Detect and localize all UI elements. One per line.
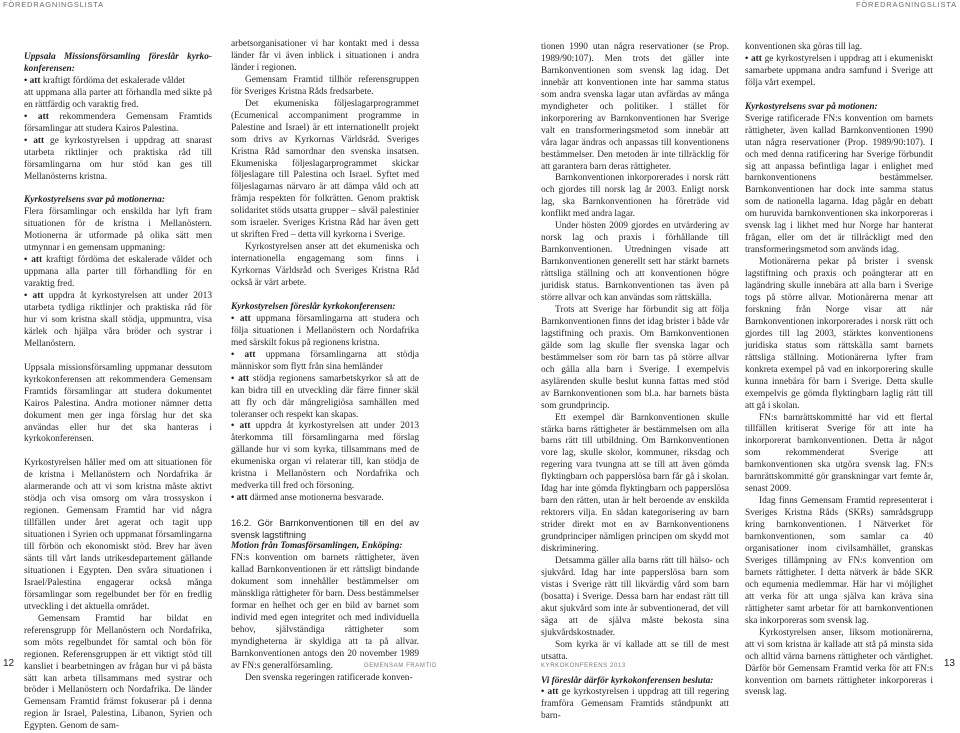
bullet-item: • att uppdra åt kyrkostyrelsen att under 2013 utarbeta tydliga riktlinjer och praktiska råd för hur vi som kristna skall stödja, uppmuntra, visa kärlek och hjälpa våra bröder och systrar i Mellanöstern. bbox=[24, 291, 212, 349]
bullet-item: • att stödja regionens samarbetskyrkor så att de kan bidra till en utveckling där färre finner skäl att fly och där mångreligiösa samhällen med toleranser och respekt kan skapas. bbox=[231, 373, 419, 420]
paragraph: konventionen ska göras till lag. bbox=[745, 42, 863, 52]
page-number-left: 12 bbox=[3, 658, 15, 669]
paragraph: FN:s barnrättskommitté har vid ett flertal tillfällen kritiserat Sverige för att inte ha inkorporerat barnkonventionen. Detta är något som rekommenderat Sverige att barnkonventionen ska utgöra svensk lag. FN:s barnrättskommitté gör granskningar vart femte år, senast 2009. bbox=[745, 412, 933, 495]
section-heading: 16.2. Gör Barnkonventionen till en del av svensk lagstiftning bbox=[231, 518, 419, 541]
column-4 bbox=[745, 42, 933, 699]
bullet-item: • att ge kyrkostyrelsen i uppdrag att till regering framföra Gemensam Framtids ståndpunkt att barn- bbox=[541, 687, 730, 722]
paragraph: arbetsorganisationer vi har kontakt med i dessa länder får vi även inblick i situationen i andra länder i regionen. bbox=[231, 39, 419, 73]
column-1 bbox=[24, 52, 212, 733]
paragraph: Detsamma gäller alla barns rätt till hälso- och sjukvård. Idag har inte papperslösa barn som vistas i Sverige rätt till likvärdig vård som barn (bosatta) i Sverige. Dessa barn har endast rätt till akut sjukvård som inte är subventionerad, det vill säga att de själva måste bekosta sina sjukvårdskostnader. bbox=[541, 555, 729, 638]
paragraph: Trots att Sverige har förbundit sig att följa Barnkonventionen finns det idag brister i både vår lagstiftning och praxis. Om Barnkonventionen gälde som lag skulle fler svenska lagar och bestämmelser som rör barn tas på större allvar och gälla alla barn i Sverige. I exempelvis asylärenden skulle beslut kunna fattas med stöd av Barnkonventionen som bl.a. har barnets bästa som grundprincip. bbox=[541, 304, 729, 411]
paragraph: Gemensam Framtid har bildat en referensgrupp för Mellanöstern och Nordafrika, som möts regelbundet för samtal och bön för regionen. Referensgruppen är ett viktigt stöd till kansliet i bearbetningen av frågan hur vi på bästa sätt kan arbeta tillsammans med systrar och bröder i Mellanöstern och Nordafrika. De länder Gemensam Framtid främst fokuserar på i denna region är Israel, Palestina, Libanon, Syrien och Egypten. Genom de sam- bbox=[24, 613, 212, 732]
paragraph: Idag finns Gemensam Framtid representerat i Sveriges Kristna Råds (SKRs) samrådsgrupp kring barnkonventionen. I Nätverket för barnkonventionen, som samlar ca 40 organisationer inom civilsamhället, granskas Sveriges tillämpning av FN:s konvention om barnets rättigheter. I detta nätverk är både SKR och equmenia medlemmar. Här har vi möjlighet att verka för att unga själva kan kräva sina rättigheter samt arbetar för att barnkonventionen ska inkorporeras som svensk lag. bbox=[745, 496, 933, 626]
motion-heading: Motion från Tomasförsamlingen, Enköping: bbox=[231, 541, 403, 552]
bullet-item: • att ge kyrkostyrelsen i uppdrag att i ekumeniskt samarbete uppmana andra samfund i Sverige att följa vårt exempel. bbox=[745, 53, 933, 88]
bullet-item: • att rekommendera Gemensam Framtids församlingar att studera Kairos Palestina. bbox=[24, 111, 213, 134]
paragraph: Kyrkostyrelsen anser att det ekumeniska och internationella engagemang som finns i Kyrkornas Världsråd och Sveriges Kristna Råd också är värt arbete. bbox=[231, 242, 419, 289]
paragraph: tionen 1990 utan några reservationer (se Prop. 1989/90:107). Men trots det gäller inte Barnkonventionen som svensk lag idag. Det innebär att konventionen inte har samma status som andra svenska lagar utan avfärdas av många myndigheter och politiker. I stället för inkorporering av Barnkonventionen har Sverige valt en transformeringsmetod som innebär att våra lagar ändras och anpassas till konventionens bestämmelser. Den metoden är inte tillräcklig för att garantera barn deras rättigheter. bbox=[541, 42, 729, 172]
paragraph: Ett exempel där Barnkonventionen skulle stärka barns rättigheter är bestämmelsen om alla barns rätt till utbildning. Om Barnkonventionen vore lag, skulle skolor, kommuner, riksdag och regering vara tvungna att se till att även gömda flyktingbarn och papperslösa barn får gå i skolan. Idag har inte gömda flyktingbarn och papperslösa barn den rätten, utan är helt beroende av enskilda rektorers vilja. En sådan kategorisering av barn strider direkt mot en av Barnkonventionens grundprinciper nämligen principen om skydd mot diskriminering. bbox=[541, 412, 729, 555]
page-number-right: 13 bbox=[943, 658, 955, 669]
paragraph: Den svenska regeringen ratificerade konven- bbox=[245, 672, 413, 683]
response-heading: Kyrkostyrelsens svar på motionerna: bbox=[24, 195, 165, 206]
paragraph: Under hösten 2009 gjordes en utvärdering av norsk lag och praxis i förhållande till Barnkonventionen. Utredningen visade att Barnkonventionen generellt sett har stärkt barnets rättsliga ställning och att konventionen högre juridisk status. Barnkonventionen tas även på större allvar och kan användas som rättskälla. bbox=[541, 221, 729, 304]
bullet-item: • att uppmana församlingarna att studera och följa situationen i Mellanöstern och Nordafrika med särskilt fokus på regionens kristna. bbox=[231, 313, 419, 348]
paragraph: Gemensam Framtid tillhör referensgruppen för Sveriges Kristna Råds fredsarbete. bbox=[231, 74, 419, 97]
paragraph: Motionärerna pekar på brister i svensk lagstiftning och praxis och poängterar att en lagändring skulle innebära att alla barn i Sverige togs på större allvar. Motionärerna menar att forskning från Norge visar att när Barnkonventionen inkorporerades i norsk rätt och gjordes till lag 2003, stärktes konventionens juridiska status som rättskälla samt barnets rättsliga ställning. Motionärerna lyfter fram konkreta exempel på vad en inkorporering skulle kunna innebära för barn i Sverige. Detta skulle exempelvis ge gömda flyktingbarn laglig rätt till att gå i skolan. bbox=[745, 257, 933, 411]
bullet-item: • att uppdra åt kyrkostyrelsen att under 2013 återkomma till församlingarna med förslag gällande hur vi som kyrka, tillsammans med de ekumeniska organ vi relaterar till, kan stödja de kristna i Mellanöstern och Nordafrika och medverka till fred och försoning. bbox=[231, 421, 419, 492]
proposal-heading: Vi föreslår därför kyrkokonferensen besluta: bbox=[541, 675, 714, 686]
paragraph: Barnkonventionen inkorporerades i norsk rätt och gjordes till norsk lag år 2003. Enligt norsk lag, ska Barnkonventionen ha företräde vid konflikt med andra lagar. bbox=[541, 173, 729, 220]
paragraph: Som kyrka är vi kallade att se till de mest utsatta. bbox=[541, 639, 729, 662]
response-heading: Kyrkostyrelsens svar på motionen: bbox=[745, 101, 878, 112]
proposal-heading: Uppsala Missionsförsamling föreslår kyrkokonferensen: bbox=[24, 52, 212, 74]
column-2 bbox=[231, 39, 419, 685]
bullet-item: • att ge kyrkostyrelsen i uppdrag att snarast utarbeta riktlinjer och praktiska råd till församlingarna om hur stöd kan ges till Mellanösterns kristna. bbox=[24, 135, 213, 182]
bullet-item: • att därmed anse motionerna besvarade. bbox=[231, 493, 384, 504]
column-3 bbox=[541, 42, 729, 723]
bullet-item: • att kraftigt fördöma det eskalerade våldet bbox=[24, 75, 186, 86]
footer-right-title: KYRKOKONFERENS 2013 bbox=[541, 663, 626, 669]
paragraph: Kyrkostyrelsen anser, liksom motionärerna, att vi som kristna är kallade att stå på minsta sida och alltid värna barnens rättigheter och värdighet. Därför bör Gemensam Framtid verka för att FN:s konvention om barnets rättigheter inkorporeras i svensk lag. bbox=[745, 627, 933, 698]
running-header-left: FÖREDRAGNINGSLISTA bbox=[3, 0, 104, 9]
paragraph: FN:s konvention om barnets rättigheter, även kallad Barnkonventionen är ett rättsligt bindande dokument som innehåller bestämmelser om mänskliga rättigheter för barn. Dess bestämmelser formar en helhet och ger en bild av barnet som individ med egen integritet och med individuella behov, självständiga rättigheter som myndigheterna är skyldiga att ta på allvar. Barnkonventionen antogs den 20 november 1989 av FN:s generalförsamling. bbox=[231, 553, 419, 671]
paragraph: Det ekumeniska följeslagarprogrammet (Ecumenical accompaniment programme in Palestine and Israel) är ett internationellt projekt som drivs av Kyrkornas Världsråd. Sveriges Kristna Råd samordnar den svenska insatsen. Ekumeniska följeslagarprogrammet skickar följeslagare till Palestina och Israel. Syftet med följeslagarnas närvaro är att dämpa våld och att främja respekten för folkrätten. Genom praktisk solidaritet stöds utsatta grupper – såväl palestinier som israeler. Sveriges Kristna Råd har även gett ut skriften Fred – detta vill kyrkorna i Sverige. bbox=[231, 98, 419, 241]
footer-left-title: GEMENSAM FRAMTID bbox=[364, 663, 437, 669]
paragraph: Uppsala missionsförsamling uppmanar dessutom kyrkokonferensen att rekommendera Gemensam Framtids församlingar att studera dokumentet Kairos Palestina. Andra motioner nämner detta dokument men ger inga förslag hur det ska användas eller hur det ska hanteras i kyrkokonferensen. bbox=[24, 362, 212, 445]
bullet-continuation: att uppmana alla parter att förhandla med sikte på en rättfärdig och varaktig fred. bbox=[24, 87, 212, 110]
running-header-right: FÖREDRAGNINGSLISTA bbox=[856, 0, 957, 9]
paragraph: Kyrkostyrelsen håller med om att situationen för de kristna i Mellanöstern och Nordafrika är alarmerande och att vi som kristna måste aktivt stödja och visa omsorg om våra trossyskon i regionen. Gemensam Framtid har vid några tillfällen under året agerat och tagit upp situationen i Syrien och uppmanat församlingarna till förbön och ekonomiskt stöd. Brev har även sänts till vårt lands utrikesdepartement gällande situationen i Egypten. Den svåra situationen i Israel/Palestina engagerar också många församlingar som regelbundet ber för en fredlig utveckling i det aktuella området. bbox=[24, 458, 212, 612]
bullet-item: • att kraftigt fördöma det eskalerade våldet och uppmana alla parter till förhandling för en varaktig fred. bbox=[24, 255, 212, 290]
paragraph: Flera församlingar och enskilda har lyft fram situationen för de kristna i Mellanöstern. Motionerna är utformade på olika sätt men utmynnar i en gemensam uppmaning: bbox=[24, 207, 212, 254]
bullet-item: • att uppmana församlingarna att stödja människor som flytt från sina hemländer bbox=[231, 349, 420, 372]
paragraph: Sverige ratificerade FN:s konvention om barnets rättigheter, även kallad Barnkonventionen 1990 utan några reservationer (Prop. 1989/90:107). I och med denna ratificering har Sverige förbundit sig att anpassa befintliga lagar i enlighet med barnkonventionens bestämmelser. Barnkonventionen har dock inte samma status som de nationella lagarna. Idag pågår en debatt om huruvida barnkonventionen ska inkorporeras i svensk lag i likhet med hur Norge har hanterat frågan, eller om det är tillräckligt med den transformeringsmetod som används idag. bbox=[745, 113, 933, 256]
proposal-heading: Kyrkostyrelsen föreslår kyrkokonferensen: bbox=[231, 301, 396, 312]
